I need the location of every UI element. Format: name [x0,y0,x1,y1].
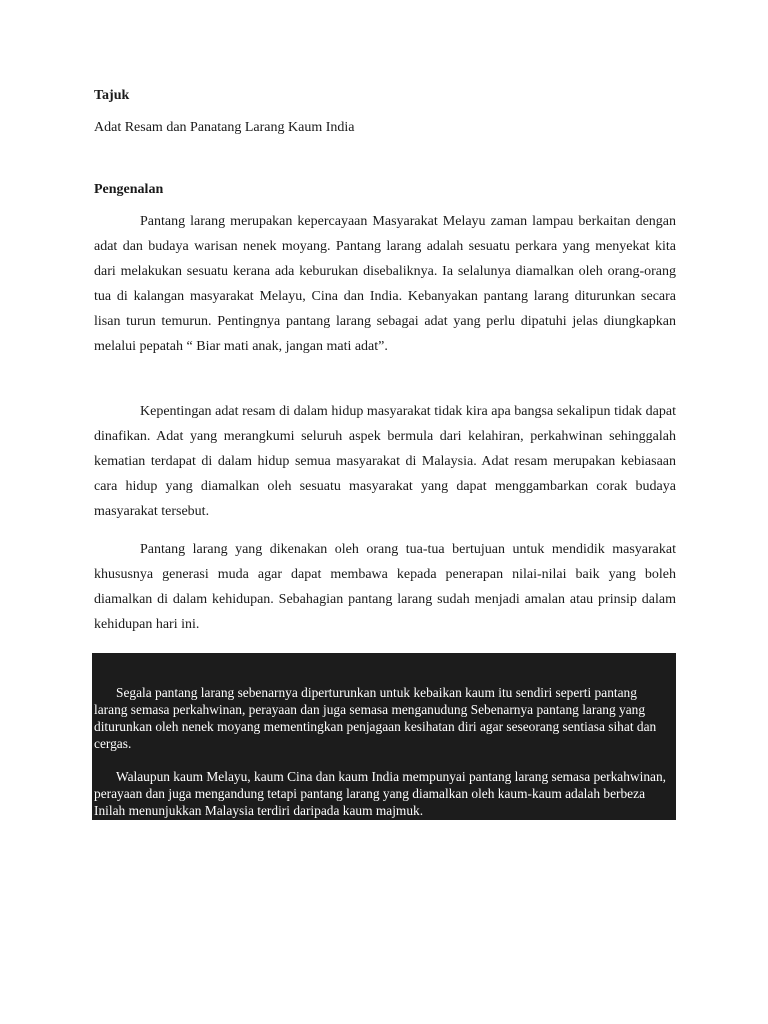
paragraph-3: Pantang larang yang dikenakan oleh orang tua-tua bertujuan untuk mendidik masyarakat khususnya generasi muda agar dapat membawa kepada penerapan nilai-nilai baik yang boleh diamalkan di dalam kehidupan. Sebahagian pantang larang sudah menjadi amalan atau prinsip dalam kehidupan hari ini. [94,542,676,632]
title-heading: Tajuk [94,88,130,103]
highlight-paragraph-1: Segala pantang larang sebenarnya diperturunkan untuk kebaikan kaum itu sendiri seperti pantang larang semasa perkahwinan, perayaan dan juga semasa menganudung Sebenarnya pantang larang yang diturunkan oleh nenek moyang mementingkan penjagaan kesihatan diri agar seseorang sentiasa sihat dan cergas. [94,685,657,751]
highlight-box [92,653,676,820]
highlight-paragraph-2: Walaupun kaum Melayu, kaum Cina dan kaum India mempunyai pantang larang semasa perkahwinan, perayaan dan juga mengandung tetapi pantang larang yang diamalkan oleh kaum-kaum adalah berbeza Inilah menunjukkan Malaysia terdiri daripada kaum majmuk. [94,769,667,818]
paragraph-2: Kepentingan adat resam di dalam hidup masyarakat tidak kira apa bangsa sekalipun tidak dapat dinafikan. Adat yang merangkumi seluruh aspek bermula dari kelahiran, perkahwinan sehinggalah kematian terdapat di dalam hidup semua masyarakat di Malaysia. Adat resam merupakan kebiasaan cara hidup yang diamalkan oleh sesuatu masyarakat yang dapat menggambarkan corak budaya masyarakat tersebut. [94,404,676,519]
paragraph-1: Pantang larang merupakan kepercayaan Masyarakat Melayu zaman lampau berkaitan dengan adat dan budaya warisan nenek moyang. Pantang larang adalah sesuatu perkara yang menyekat kita dari melakukan sesuatu kerana ada keburukan disebaliknya. Ia selalunya diamalkan oleh orang-orang tua di kalangan masyarakat Melayu, Cina dan India. Kebanyakan pantang larang diturunkan secara lisan turun temurun. Pentingnya pantang larang sebagai adat yang perlu dipatuhi jelas diungkapkan melalui pepatah “ Biar mati anak, jangan mati adat”. [94,214,676,354]
document-title: Adat Resam dan Panatang Larang Kaum India [94,120,355,135]
intro-heading: Pengenalan [94,182,164,197]
